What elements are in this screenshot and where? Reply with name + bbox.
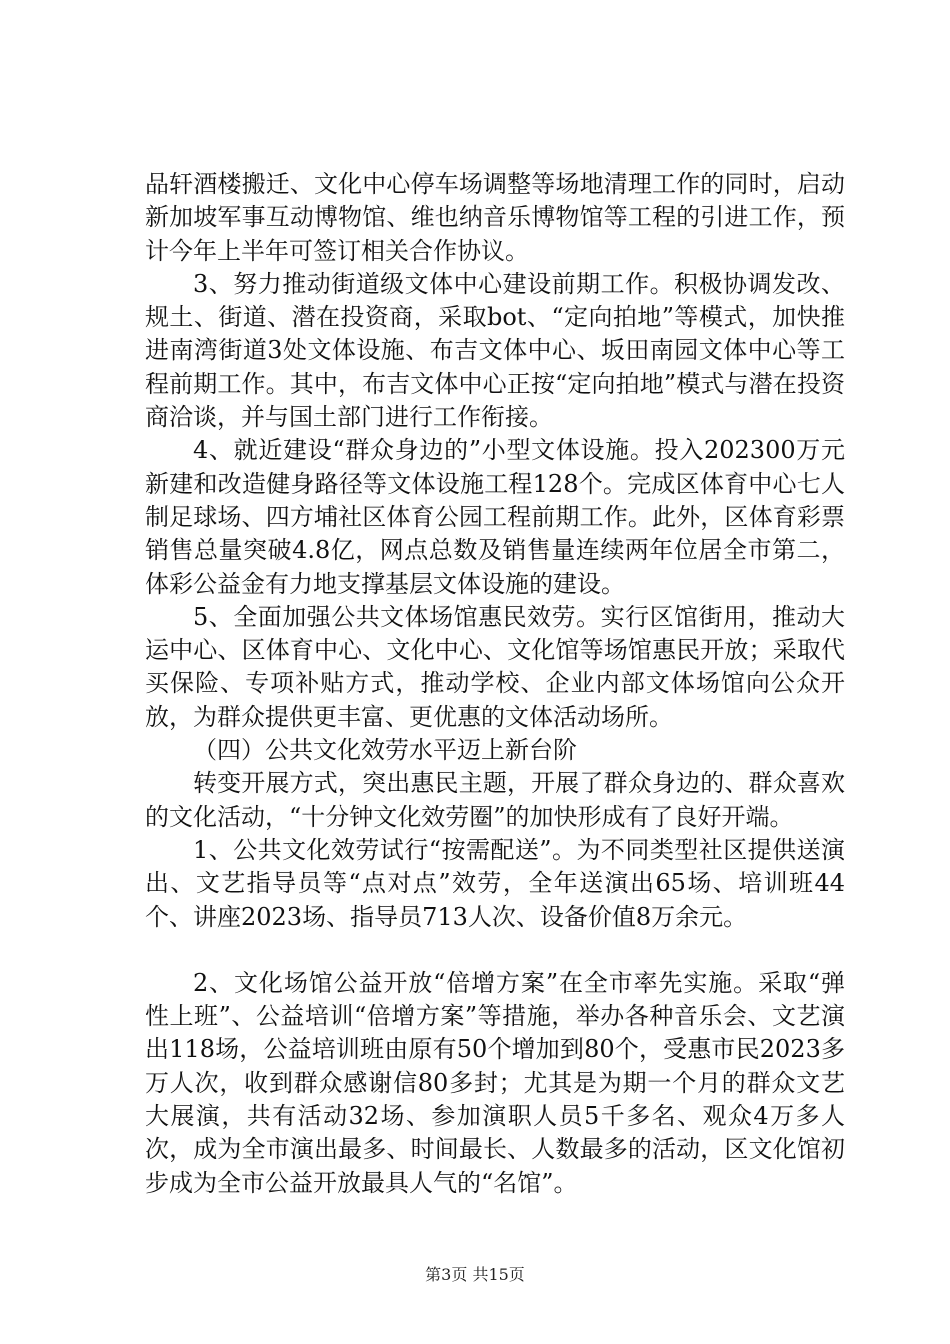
paragraph-item-5: 5、全面加强公共文体场馆惠民效劳。实行区馆街用，推动大运中心、区体育中心、文化中心、文化馆等场馆惠民开放；采取代买保险、专项补贴方式，推动学校、企业内部文体场馆向公众开放，为群众提供更丰富、更优惠的文体活动场所。 [145, 602, 845, 731]
section-heading: （四）公共文化效劳水平迈上新台阶 [193, 736, 577, 765]
paragraph-section-intro: 转变开展方式，突出惠民主题，开展了群众身边的、群众喜欢的文化活动，“十分钟文化效劳圈”的加快形成有了良好开端。 [145, 769, 845, 831]
page-number-footer: 第3页 共15页 [425, 1265, 525, 1284]
paragraph-continuation: 品轩酒楼搬迁、文化中心停车场调整等场地清理工作的同时，启动新加坡军事互动博物馆、维也纳音乐博物馆等工程的引进工作，预计今年上半年可签订相关合作协议。 [145, 170, 845, 265]
paragraph-gap [145, 934, 845, 967]
paragraph-item-1: 1、公共文化效劳试行“按需配送”。为不同类型社区提供送演出、文艺指导员等“点对点”效劳，全年送演出65场、培训班44个、讲座2023场、指导员713人次、设备价值8万余元。 [145, 835, 845, 931]
paragraph-item-3: 3、努力推动街道级文体中心建设前期工作。积极协调发改、规土、街道、潜在投资商，采取bot、“定向拍地”等模式，加快推进南湾街道3处文体设施、布吉文体中心、坂田南园文体中心等工程前期工作。其中，布吉文体中心正按“定向拍地”模式与潜在投资商洽谈，并与国土部门进行工作衔接。 [145, 269, 845, 432]
document-body [145, 168, 845, 1200]
paragraph-item-4: 4、就近建设“群众身边的”小型文体设施。投入202300万元新建和改造健身路径等文体设施工程128个。完成区体育中心七人制足球场、四方埔社区体育公园工程前期工作。此外，区体育彩票销售总量突破4.8亿，网点总数及销售量连续两年位居全市第二，体彩公益金有力地支撑基层文体设施的建设。 [145, 436, 845, 598]
paragraph-item-2: 2、文化场馆公益开放“倍增方案”在全市率先实施。采取“弹性上班”、公益培训“倍增方案”等措施，举办各种音乐会、文艺演出118场，公益培训班由原有50个增加到80个，受惠市民2023多万人次，收到群众感谢信80多封；尤其是为期一个月的群众文艺大展演，共有活动32场、参加演职人员5千多名、观众4万多人次，成为全市演出最多、时间最长、人数最多的活动，区文化馆初步成为全市公益开放最具人气的“名馆”。 [145, 968, 845, 1197]
